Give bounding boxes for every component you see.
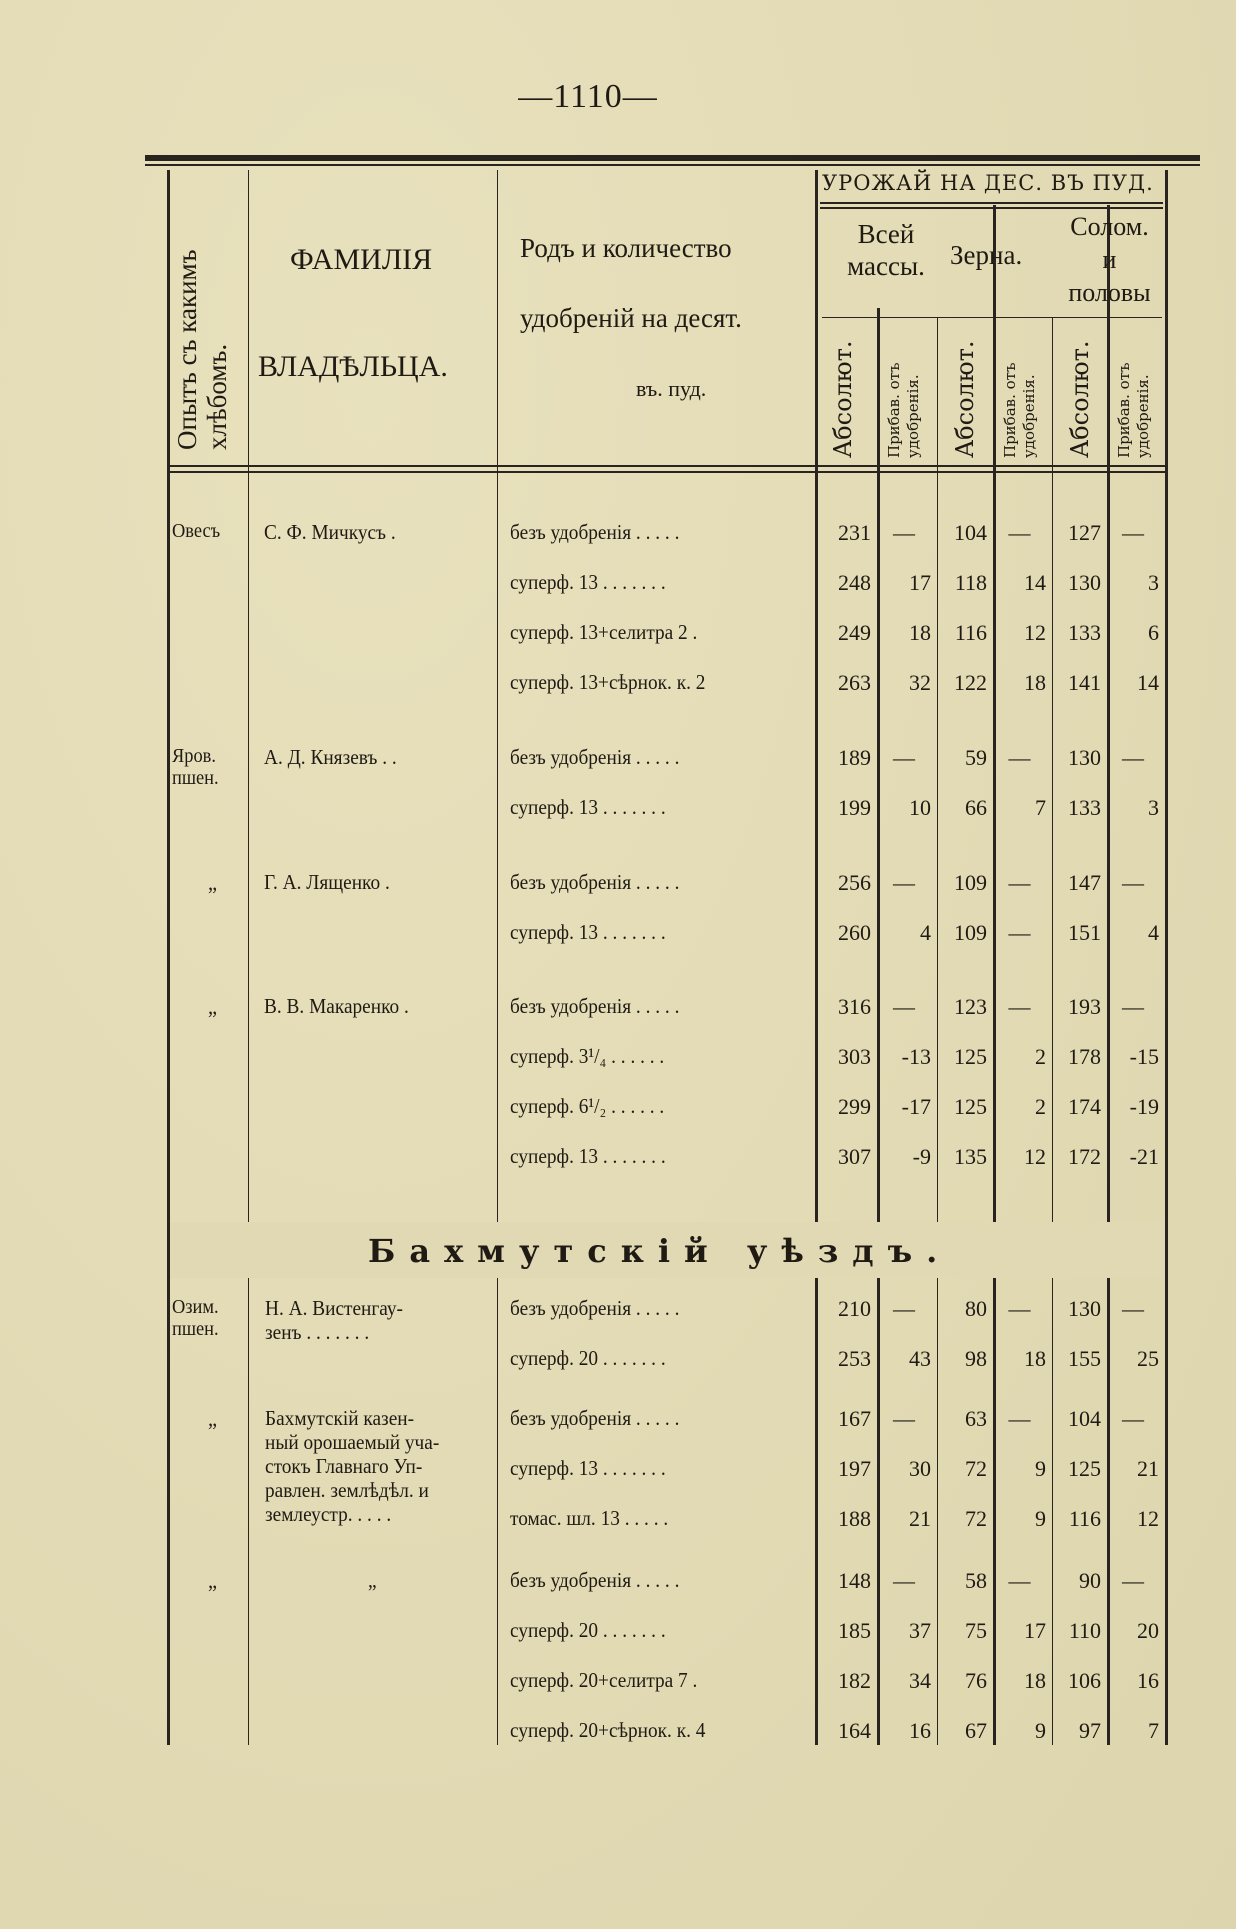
- header-yield-group: УРОЖАЙ НА ДЕС. ВЪ ПУД.: [822, 171, 1154, 195]
- fertilizer: безъ удобренія . . . . .: [510, 520, 680, 544]
- fertilizer: суперф. 13+селитра 2 .: [510, 620, 698, 644]
- total-absolute: 303: [838, 1044, 871, 1069]
- straw-absolute: 125: [1068, 1456, 1101, 1481]
- header-absolute: Абсолют.: [1066, 340, 1094, 458]
- straw-absolute: 178: [1068, 1044, 1101, 1069]
- total-absolute: 167: [838, 1406, 871, 1431]
- total-gain: —: [893, 1568, 915, 1593]
- straw-absolute: 97: [1079, 1718, 1101, 1743]
- straw-absolute: 133: [1068, 795, 1101, 820]
- straw-gain: —: [1122, 745, 1144, 770]
- straw-gain: —: [1122, 994, 1144, 1019]
- total-gain: 30: [909, 1456, 931, 1481]
- total-absolute: 263: [838, 670, 871, 695]
- total-absolute: 197: [838, 1456, 871, 1481]
- section-title: Бахмутскій уѣздъ.: [360, 1232, 959, 1270]
- total-gain: -17: [901, 1094, 931, 1119]
- crop-name: пшен.: [172, 767, 219, 789]
- header-absolute: Абсолют.: [951, 340, 979, 458]
- grain-absolute: 125: [954, 1044, 987, 1069]
- fertilizer: безъ удобренія . . . . .: [510, 994, 680, 1018]
- total-absolute: 199: [838, 795, 871, 820]
- grain-absolute: 104: [954, 520, 987, 545]
- straw-gain: —: [1122, 1296, 1144, 1321]
- crop-name: Овесъ: [172, 520, 221, 542]
- total-gain: 34: [909, 1668, 931, 1693]
- grain-gain: 12: [1024, 1144, 1046, 1169]
- owner-name: Н. А. Вистенгау-: [265, 1296, 403, 1320]
- straw-absolute: 193: [1068, 994, 1101, 1019]
- straw-gain: —: [1122, 1406, 1144, 1431]
- fertilizer: безъ удобренія . . . . .: [510, 1568, 680, 1592]
- total-gain: -9: [912, 1144, 931, 1169]
- owner-name: С. Ф. Мичкусъ .: [264, 520, 396, 544]
- total-gain: 17: [909, 570, 931, 595]
- owner-name: „: [368, 1568, 377, 1592]
- total-absolute: 188: [838, 1506, 871, 1531]
- grain-gain: 14: [1024, 570, 1046, 595]
- total-absolute: 316: [838, 994, 871, 1019]
- grain-gain: 2: [1035, 1094, 1046, 1119]
- grain-gain: 9: [1035, 1506, 1046, 1531]
- owner-name: Г. А. Лященко .: [264, 870, 390, 894]
- header-owner-line2: ВЛАДѢЛЬЦА.: [258, 350, 448, 383]
- straw-gain: —: [1122, 520, 1144, 545]
- total-gain: 32: [909, 670, 931, 695]
- top-rule-thick: [145, 155, 1200, 161]
- straw-absolute: 130: [1068, 570, 1101, 595]
- header-grain: Зерна.: [950, 240, 1023, 270]
- grain-absolute: 72: [965, 1506, 987, 1531]
- straw-absolute: 174: [1068, 1094, 1101, 1119]
- total-absolute: 260: [838, 920, 871, 945]
- total-gain: —: [893, 1296, 915, 1321]
- grain-absolute: 80: [965, 1296, 987, 1321]
- grain-gain: 2: [1035, 1044, 1046, 1069]
- fertilizer: суперф. 13 . . . . . . .: [510, 920, 666, 944]
- top-rule-thin: [145, 164, 1200, 166]
- grain-gain: 18: [1024, 1346, 1046, 1371]
- grain-absolute: 76: [965, 1668, 987, 1693]
- header-fert-line2: удобреній на десят.: [520, 303, 742, 333]
- straw-gain: 4: [1148, 920, 1159, 945]
- crop-name: „: [208, 994, 217, 1019]
- fertilizer: суперф. 13+сѣрнок. к. 2: [510, 670, 706, 694]
- straw-absolute: 106: [1068, 1668, 1101, 1693]
- header-fert-line3: въ. пуд.: [636, 376, 707, 401]
- straw-absolute: 104: [1068, 1406, 1101, 1431]
- owner-name: А. Д. Князевъ . .: [264, 745, 397, 769]
- header-rule: [820, 202, 1163, 204]
- header-gain: Прибав. отъ удобренія.: [1115, 362, 1152, 458]
- total-absolute: 249: [838, 620, 871, 645]
- straw-gain: —: [1122, 870, 1144, 895]
- straw-gain: 21: [1137, 1456, 1159, 1481]
- straw-absolute: 172: [1068, 1144, 1101, 1169]
- total-absolute: 248: [838, 570, 871, 595]
- grain-gain: —: [1008, 1296, 1031, 1321]
- straw-gain: 14: [1137, 670, 1159, 695]
- total-gain: 16: [909, 1718, 931, 1743]
- header-rule: [820, 207, 1163, 209]
- grain-gain: 9: [1035, 1718, 1046, 1743]
- grain-gain: —: [1008, 1406, 1031, 1431]
- fertilizer: томас. шл. 13 . . . . .: [510, 1506, 669, 1530]
- total-absolute: 210: [838, 1296, 871, 1321]
- total-absolute: 148: [838, 1568, 871, 1593]
- fertilizer: суперф. 13 . . . . . . .: [510, 1144, 666, 1168]
- total-gain: 18: [909, 620, 931, 645]
- total-gain: —: [893, 994, 915, 1019]
- owner-name: зенъ . . . . . . .: [265, 1320, 370, 1344]
- straw-absolute: 133: [1068, 620, 1101, 645]
- straw-absolute: 147: [1068, 870, 1101, 895]
- grain-gain: 18: [1024, 670, 1046, 695]
- grain-absolute: 122: [954, 670, 987, 695]
- total-absolute: 182: [838, 1668, 871, 1693]
- fertilizer: суперф. 20+сѣрнок. к. 4: [510, 1718, 706, 1742]
- owner-name: ный орошаемый уча-: [265, 1430, 440, 1454]
- header-total-mass: Всей массы.: [847, 219, 925, 281]
- straw-gain: 3: [1148, 795, 1159, 820]
- column-rule: [497, 170, 498, 1745]
- fertilizer: безъ удобренія . . . . .: [510, 1296, 680, 1320]
- fertilizer: суперф. 6¹/₂ . . . . . .: [510, 1094, 665, 1118]
- total-absolute: 256: [838, 870, 871, 895]
- straw-gain: 3: [1148, 570, 1159, 595]
- straw-absolute: 151: [1068, 920, 1101, 945]
- header-fert-line1: Родъ и количество: [520, 233, 732, 263]
- owner-name: землеустр. . . . .: [265, 1502, 392, 1526]
- straw-gain: -21: [1129, 1144, 1159, 1169]
- grain-absolute: 123: [954, 994, 987, 1019]
- owner-name: равлен. землѣдѣл. и: [265, 1478, 429, 1502]
- grain-gain: —: [1008, 745, 1031, 770]
- grain-absolute: 66: [965, 795, 987, 820]
- fertilizer: суперф. 13 . . . . . . .: [510, 1456, 666, 1480]
- total-absolute: 189: [838, 745, 871, 770]
- crop-name: „: [208, 1406, 217, 1431]
- fertilizer: безъ удобренія . . . . .: [510, 1406, 680, 1430]
- header-crop: Опытъ съ какимъ хлѣбомъ.: [172, 249, 232, 450]
- header-rule: [822, 317, 1162, 318]
- crop-name: Озим.: [172, 1296, 219, 1318]
- total-gain: -13: [901, 1044, 931, 1069]
- straw-gain: 20: [1137, 1618, 1159, 1643]
- straw-gain: 6: [1148, 620, 1159, 645]
- page-number: —1110—: [518, 78, 658, 115]
- grain-absolute: 98: [965, 1346, 987, 1371]
- grain-absolute: 63: [965, 1406, 987, 1431]
- straw-gain: 12: [1137, 1506, 1159, 1531]
- owner-name: Бахмутскій казен-: [265, 1406, 415, 1430]
- crop-name: пшен.: [172, 1318, 219, 1340]
- total-absolute: 307: [838, 1144, 871, 1169]
- total-absolute: 299: [838, 1094, 871, 1119]
- column-rule: [248, 170, 249, 1745]
- total-gain: 21: [909, 1506, 931, 1531]
- grain-absolute: 72: [965, 1456, 987, 1481]
- total-gain: —: [893, 870, 915, 895]
- fertilizer: суперф. 20 . . . . . . .: [510, 1346, 666, 1370]
- header-rule: [167, 471, 1167, 473]
- straw-absolute: 116: [1068, 1506, 1101, 1531]
- total-absolute: 164: [838, 1718, 871, 1743]
- crop-name: Яров.: [172, 745, 216, 767]
- total-gain: —: [893, 745, 915, 770]
- header-rule: [167, 465, 1167, 467]
- total-gain: 43: [909, 1346, 931, 1371]
- straw-gain: -15: [1129, 1044, 1159, 1069]
- owner-name: В. В. Макаренко .: [264, 994, 409, 1018]
- header-owner-line1: ФАМИЛІЯ: [290, 243, 433, 276]
- fertilizer: безъ удобренія . . . . .: [510, 870, 680, 894]
- straw-gain: 7: [1148, 1718, 1159, 1743]
- grain-absolute: 125: [954, 1094, 987, 1119]
- grain-absolute: 109: [954, 920, 987, 945]
- grain-gain: 17: [1024, 1618, 1046, 1643]
- total-absolute: 185: [838, 1618, 871, 1643]
- straw-gain: -19: [1129, 1094, 1159, 1119]
- straw-absolute: 90: [1079, 1568, 1101, 1593]
- straw-absolute: 141: [1068, 670, 1101, 695]
- straw-gain: 25: [1137, 1346, 1159, 1371]
- straw-absolute: 127: [1068, 520, 1101, 545]
- straw-absolute: 130: [1068, 1296, 1101, 1321]
- total-absolute: 253: [838, 1346, 871, 1371]
- grain-gain: 9: [1035, 1456, 1046, 1481]
- owner-name: стокъ Главнаго Уп-: [265, 1454, 423, 1478]
- header-straw: Солом. и половы: [1068, 212, 1151, 307]
- straw-absolute: 130: [1068, 745, 1101, 770]
- grain-absolute: 116: [954, 620, 987, 645]
- grain-absolute: 58: [965, 1568, 987, 1593]
- total-gain: 4: [920, 920, 931, 945]
- grain-absolute: 67: [965, 1718, 987, 1743]
- straw-absolute: 155: [1068, 1346, 1101, 1371]
- total-absolute: 231: [838, 520, 871, 545]
- column-rule: [1165, 170, 1168, 1745]
- fertilizer: суперф. 20+селитра 7 .: [510, 1668, 698, 1692]
- fertilizer: суперф. 3¹/₄ . . . . . .: [510, 1044, 665, 1068]
- grain-absolute: 135: [954, 1144, 987, 1169]
- grain-gain: 18: [1024, 1668, 1046, 1693]
- crop-name: „: [208, 1568, 217, 1593]
- total-gain: —: [893, 1406, 915, 1431]
- straw-absolute: 110: [1068, 1618, 1101, 1643]
- total-gain: 10: [909, 795, 931, 820]
- grain-gain: 12: [1024, 620, 1046, 645]
- straw-gain: —: [1122, 1568, 1144, 1593]
- grain-absolute: 59: [965, 745, 987, 770]
- grain-gain: —: [1008, 1568, 1031, 1593]
- grain-gain: —: [1008, 920, 1031, 945]
- grain-absolute: 118: [954, 570, 987, 595]
- straw-gain: 16: [1137, 1668, 1159, 1693]
- grain-absolute: 75: [965, 1618, 987, 1643]
- grain-gain: —: [1008, 520, 1031, 545]
- header-absolute: Абсолют.: [829, 340, 857, 458]
- fertilizer: безъ удобренія . . . . .: [510, 745, 680, 769]
- fertilizer: суперф. 20 . . . . . . .: [510, 1618, 666, 1642]
- total-gain: —: [893, 520, 915, 545]
- total-gain: 37: [909, 1618, 931, 1643]
- crop-name: „: [208, 870, 217, 895]
- grain-absolute: 109: [954, 870, 987, 895]
- fertilizer: суперф. 13 . . . . . . .: [510, 795, 666, 819]
- grain-gain: 7: [1035, 795, 1046, 820]
- fertilizer: суперф. 13 . . . . . . .: [510, 570, 666, 594]
- header-gain: Прибав. отъ удобренія.: [1001, 362, 1038, 458]
- grain-gain: —: [1008, 870, 1031, 895]
- column-rule: [167, 170, 170, 1745]
- header-gain: Прибав. отъ удобренія.: [885, 362, 922, 458]
- grain-gain: —: [1008, 994, 1031, 1019]
